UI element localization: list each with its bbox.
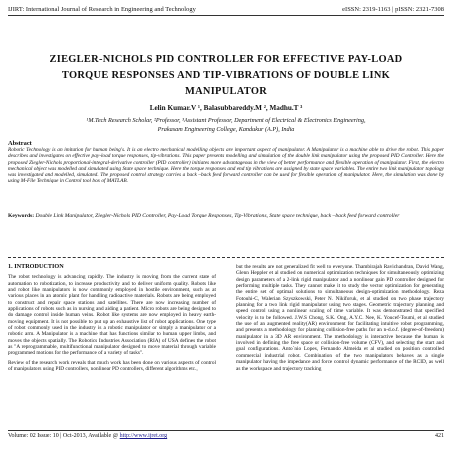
issn: eISSN: 2319-1163 | pISSN: 2321-7308	[342, 6, 444, 13]
keywords	[8, 210, 444, 223]
page-number: 421	[435, 433, 444, 439]
paper-title: ZIEGLER-NICHOLS PID CONTROLLER FOR EFFECTIVE PAY-LOAD TORQUE RESPONSES AND TIP-VIBRATIONS OF DOUBLE LINK MANIPULATOR	[49, 54, 403, 97]
intro-paragraph-3: but the results are not generalized fit well to everyone. Thambirajah Ravichandran, David Wang, Glenn Heppler et al studied on numerical optimization techniques for simultaneously optimizing design parameters of a 2-link rigid manipulator and a nonlinear gain PD controller designed for performing multiple tasks. They cannot make it to study the vector optimization for generating the entire set of optimal solutions to simultaneous design-optimization methodology. Reza Fotouhi-C, Walerian Szyszkowski, Peter N. Nikiforuk, et al studied on two phase trajectory planning for a two link rigid manipulator using two stages. Geometric trajectory planning and speed control using a nonlinear scaling of time variable. It was demonstrated that specified velocity is to be followed. J.W.S Chong, S.K. Ong, A.Y.C. Nee, K. Youcef-Toumi, et al studied the use of an augmented reality(AR) environment for facilitating intuitive robot programming, and presents a methodology for planning collision-free paths for an n-d.o.f. (degree-of-freedom) manipulator in a 3D AR environment. The methodology is interactive because the human is involved in defining the free space or collision-free volume (CFV), and selecting the start and goal configurations. Anto´nio Lopes, Fernando Almeida et al studied on position controlled commercial industrial robot. Combination of the two manipulators behaves as a single manipulator having the impedance and force control dynamic performance of the RCID, as well as the workspace and trajectory tracking	[236, 264, 444, 372]
keywords-text: Double Link Manipulator, Ziegler-Nichols PID Controller, Pay-Load Torque Responses, Tip-Vibrations, State space technique, back –back feed forward controller	[35, 213, 400, 219]
affiliation-line-1: ¹M.Tech Research Scholar, ²Professor, ³Assistant Professor, Department of Electrical & Electronics Engineering,	[86, 117, 366, 124]
footer-url-link[interactable]: http://www.ijret.org	[119, 433, 168, 439]
journal-name: IJIRT: International Journal of Research in Engineering and Technology	[8, 6, 196, 13]
right-column	[236, 264, 444, 375]
authors: Lelin Kumar.V ¹, Balasubbareddy.M ², Madhu.T ³	[149, 104, 303, 112]
affiliation-line-2: Prakasam Engineering College, Kandukur (A.P), India	[157, 125, 295, 133]
section-heading: 1. INTRODUCTION	[8, 263, 64, 270]
abstract-heading: Abstract	[8, 140, 32, 147]
keywords-label: Keywords:	[8, 213, 35, 219]
footer-volume	[8, 433, 167, 439]
affiliation	[28, 117, 424, 134]
abstract-text: Robotic Technology is an imitation for human being's. It is an electro mechanical modelling objects are important aspect of manipulator. A Manipulator is a machine able to drive the robot. This paper describes and investigates on effective pay-load torque responses, tip-vibrations. This paper presents modelling and simulation of the double link manipulator using the proposed PID Controller. Here the proposed Ziegler-Nichols proportional-integral-derivative controller (PID controller) initiates more advantageous in the view of better performance and flexible operation of manipulator. First, the electro mechanical object was modelled and simulated using State space technique. Here the torque responses and end tip vibrations are assigned by state space variables. The entire two link manipulator topology was investigated and modelled, simulated. The proposed control strategy carries a back –back feed forward controller can be used for flexible operation of manipulator. Here, the simulation was done by using M-File Technique in Control tool box of MATLAB.	[8, 147, 444, 185]
intro-paragraph-1: The robot technology is advancing rapidly. The industry is moving from the current state of automation to robotization, to increase productivity and to deliver uniform quality. Robots like and robot like manipulators is now commonly employed in hostile environment, such as at various places in an atomic plant for handling radioactive materials. Robots are being employed to construct and repair space stations and satellites. There are now increasing number of applications of robots such as in nursing and aiding a patient. Micro robots are being designed to do damage control inside human veins. Robot like systems are now employed in heavy earth-moving equipment. It is not possible to put up an exhaustive list of robot applications. One type of robot commonly used in the industry is a robotic manipulator or simply a manipulator or a robotic arm. A Manipulator is a machine that has functions similar to human upper limbs, and moves the objects spatially. The Robotics Industries Association (RIA) of USA defines the robot as "A reprogrammable, multifunctional manipulator designed to move material through variable programmed motions for the performance of a variety of tasks".	[8, 274, 216, 357]
footer-rule	[8, 430, 444, 431]
left-column	[8, 264, 216, 376]
section-divider	[8, 257, 444, 258]
footer-volume-text: Volume: 02 Issue: 10 | Oct-2013, Available @	[8, 433, 119, 439]
journal-header	[8, 6, 444, 13]
intro-paragraph-2: Review of the research work reveals that much work has been done on various aspects of control of manipulators using PID controllers, nonlinear PD controllers, different algorithms etc.,	[8, 359, 216, 373]
header-rule	[8, 15, 444, 16]
footer	[8, 433, 444, 439]
